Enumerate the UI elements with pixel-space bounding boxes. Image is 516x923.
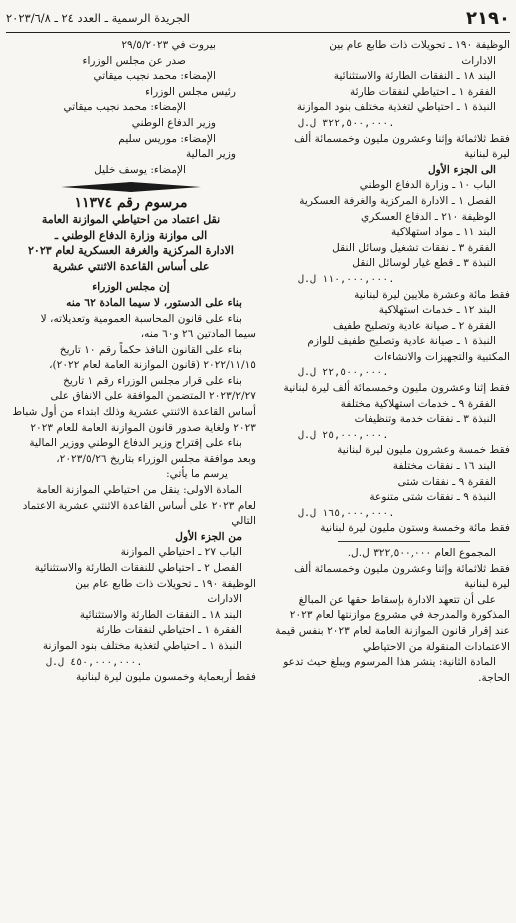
- text-line: النبذة ٣ ـ نفقات خدمة وتنظيفات: [354, 413, 496, 426]
- text-line: لعام ٢٠٢٣ على أساس القاعدة الاثنتي عشرية الاعتماد: [22, 499, 256, 512]
- header-divider: [6, 32, 510, 33]
- text-line: فقط خمسة وعشرون مليون ليرة لبنانية: [337, 444, 510, 457]
- text-line: التالي: [231, 515, 256, 528]
- text-line: فقط إثنا وعشرون مليون وخمسمائة ألف ليرة لبنانية: [283, 382, 510, 395]
- text-line: المجموع العام ٣٢٢,٥٠٠,٠٠٠ ل.ل.: [347, 547, 496, 559]
- text-line: الاعتمادات المنقولة من الاحتياطي: [363, 640, 510, 653]
- signature-line: الإمضاء: محمد نجيب ميقاتي: [93, 70, 216, 83]
- text-line: بناء على قانون المحاسبة العمومية وتعديلاته، لا: [40, 312, 242, 325]
- signature-line: رئيس مجلس الوزراء: [145, 85, 236, 98]
- text-line: المادة الثانية: ينشر هذا المرسوم ويبلغ حيث تدعو: [283, 656, 496, 669]
- text-line: المذكورة والمدرجة في مشروع موازنتها لعام ٢٠٢٣: [289, 609, 510, 622]
- text-line: بناء على القانون النافذ حكماً رقم ١٠ تاريخ: [59, 343, 242, 356]
- text-line: ٢٠٢٣ ولغاية صدور قانون الموازنة العامة للعام ٢٠٢٣: [30, 421, 256, 434]
- text-line: ٤٥٠,٠٠٠,٠٠٠ ل.ل.: [46, 656, 143, 668]
- page-number: ٢١٩٠: [466, 7, 510, 29]
- text-line: البند ١٨ ـ النفقات الطارئة والاستثنائية: [333, 70, 496, 83]
- decree-body: [6, 280, 256, 685]
- text-line: الباب ٢٧ ـ احتياطي الموازنة: [120, 546, 242, 559]
- decree-subtitle-line: الى موازنة وزارة الدفاع الوطني ـ: [54, 228, 208, 242]
- text-line: ١١٠,٠٠٠,٠٠٠ ل.ل.: [298, 273, 395, 285]
- text-line: الى الجزء الأول: [427, 163, 496, 176]
- text-line: البند ١٦ ـ نفقات مختلفة: [392, 460, 496, 473]
- signature-line: الإمضاء: محمد نجيب ميقاتي: [63, 101, 186, 114]
- text-line: إن مجلس الوزراء: [92, 281, 170, 294]
- text-line: عند إقرار قانون الموازنة العامة لعام ٢٠٢٣ بنفس قيمة: [275, 624, 510, 637]
- text-line: النبذة ٩ ـ نفقات شتى متنوعة: [369, 491, 496, 504]
- text-line: الادارات: [461, 54, 496, 67]
- text-line: الفقرة ١ ـ احتياطي لنفقات طارئة: [349, 85, 496, 98]
- text-line: النبذة ٣ ـ قطع غيار لوسائل النقل: [352, 257, 496, 270]
- text-line: الفقرة ١ ـ احتياطي لنفقات طارئة: [95, 624, 242, 637]
- total-rule: [338, 541, 470, 542]
- decree-subtitle-line: على أساس القاعدة الاثنتي عشرية: [52, 259, 210, 273]
- gazette-issue: الجريدة الرسمية ـ العدد ٢٤ ـ ٢٠٢٣/٦/٨: [6, 11, 190, 25]
- text-line: فقط ثلاثمائة وإثنا وعشرون مليون وخمسمائة ألف: [294, 562, 510, 575]
- decree-subtitle-line: الادارة المركزية والغرفة العسكرية لعام ٢٠٢٣: [28, 244, 234, 258]
- text-line: ٢٠٢٣/٢/٢٧ المتضمن الموافقة على الانفاق على: [50, 390, 256, 403]
- text-line: الحاجة.: [478, 671, 510, 684]
- text-line: البند ١٢ ـ خدمات استهلاكية: [378, 304, 496, 317]
- text-line: الفقرة ٩ ـ نفقات شتى: [397, 475, 496, 488]
- text-line: الوظيفة ١٩٠ ـ تحويلات ذات طابع عام بين: [75, 577, 256, 590]
- text-line: الفقرة ٣ ـ نفقات تشغيل وسائل النقل: [332, 241, 496, 254]
- text-line: الفقرة ٩ ـ خدمات استهلاكية مختلفة: [340, 397, 496, 410]
- text-line: النبذة ١ ـ احتياطي لتغذية مختلف بنود الموازنة: [42, 639, 242, 652]
- decree-subtitle-line: نقل اعتماد من احتياطي الموازنة العامة: [41, 212, 221, 226]
- text-line: فقط أربعماية وخمسون مليون ليرة لبنانية: [75, 671, 256, 684]
- text-line: ٣٢٢,٥٠٠,٠٠٠ ل.ل.: [298, 117, 395, 129]
- text-line: ٢٥,٠٠٠,٠٠٠ ل.ل.: [298, 429, 389, 441]
- signature-line: الإمضاء: موريس سليم: [118, 132, 216, 145]
- text-line: ليرة لبنانية: [464, 148, 510, 161]
- text-line: من الجزء الأول: [175, 530, 242, 543]
- text-line: الفصل ٢ ـ احتياطي للنفقات الطارئة والاستثنائية: [34, 562, 242, 574]
- text-line: الوظيفة ٢١٠ ـ الدفاع العسكري: [360, 210, 496, 223]
- text-line: بناء على الدستور، لا سيما المادة ٦٢ منه: [66, 296, 242, 309]
- text-line: ١٦٥,٠٠٠,٠٠٠ ل.ل.: [298, 507, 395, 519]
- text-line: المكتبية والتجهيزات والانشاءات: [374, 350, 510, 363]
- text-line: بناء على إقتراح وزير الدفاع الوطني ووزير المالية: [29, 437, 242, 450]
- signature-block: [6, 38, 256, 178]
- signature-line: وزير المالية: [185, 148, 236, 161]
- text-line: البند ١١ ـ مواد استهلاكية: [390, 226, 496, 239]
- text-line: الادارات: [207, 593, 242, 606]
- text-line: الباب ١٠ ـ وزارة الدفاع الوطني: [359, 179, 496, 192]
- text-line: أساس القاعدة الاثنتي عشرية وذلك ابتداء من أول شباط: [12, 406, 256, 419]
- text-line: على أن تتعهد الادارة بإسقاط حقها عن المبالغ: [298, 593, 496, 606]
- text-line: البند ١٨ ـ النفقات الطارئة والاستثنائية: [79, 608, 242, 621]
- decree-subtitle: [6, 212, 256, 274]
- text-line: سيما المادتين ٢٦ و٦٠ منه،: [140, 328, 256, 341]
- signature-line: بيروت في ٢٩/٥/٢٠٢٣: [121, 39, 216, 51]
- separator-ornament: [61, 182, 201, 192]
- text-line: بناء على قرار مجلس الوزراء رقم ١ تاريخ: [63, 374, 242, 387]
- text-line: ليرة لبنانية: [464, 578, 510, 591]
- signature-line: الإمضاء: يوسف خليل: [94, 163, 186, 176]
- text-line: الفصل ١ ـ الادارة المركزية والغرفة العسكرية: [299, 194, 496, 207]
- text-line: ٢٠٢٢/١١/١٥ (قانون الموازنة العامة لعام ٢٠٢٢)،: [49, 359, 256, 372]
- text-line: يرسم ما يأتي:: [166, 468, 228, 481]
- decree-title: مرسوم رقم ١١٣٧٤: [74, 195, 188, 212]
- text-line: فقط مائة وخمسة وستون مليون ليرة لبنانية: [320, 522, 510, 535]
- text-line: ٢٢,٥٠٠,٠٠٠ ل.ل.: [298, 367, 389, 379]
- signature-line: وزير الدفاع الوطني: [131, 116, 216, 129]
- text-line: فقط ثلاثمائة وإثنا وعشرون مليون وخمسمائة ألف: [294, 132, 510, 145]
- page-header: [6, 6, 510, 30]
- text-line: النبذة ١ ـ صيانة عادية وتصليح طفيف للوازم: [307, 335, 496, 348]
- signature-line: صدر عن مجلس الوزراء: [82, 54, 186, 67]
- text-line: النبذة ١ ـ احتياطي لتغذية مختلف بنود الموازنة: [296, 101, 496, 114]
- text-line: وبعد موافقة مجلس الوزراء بتاريخ ٢٠٢٣/٥/٢٦،: [56, 452, 256, 465]
- text-line: المادة الاولى: ينقل من احتياطي الموازنة العامة: [36, 484, 242, 497]
- text-line: فقط مائة وعشرة ملايين ليرة لبنانية: [354, 288, 510, 301]
- left-column: [6, 38, 256, 917]
- text-line: الوظيفة ١٩٠ ـ تحويلات ذات طابع عام بين: [329, 39, 510, 51]
- right-column: [258, 38, 510, 917]
- text-line: الفقرة ٢ ـ صيانة عادية وتصليح طفيف: [333, 319, 496, 332]
